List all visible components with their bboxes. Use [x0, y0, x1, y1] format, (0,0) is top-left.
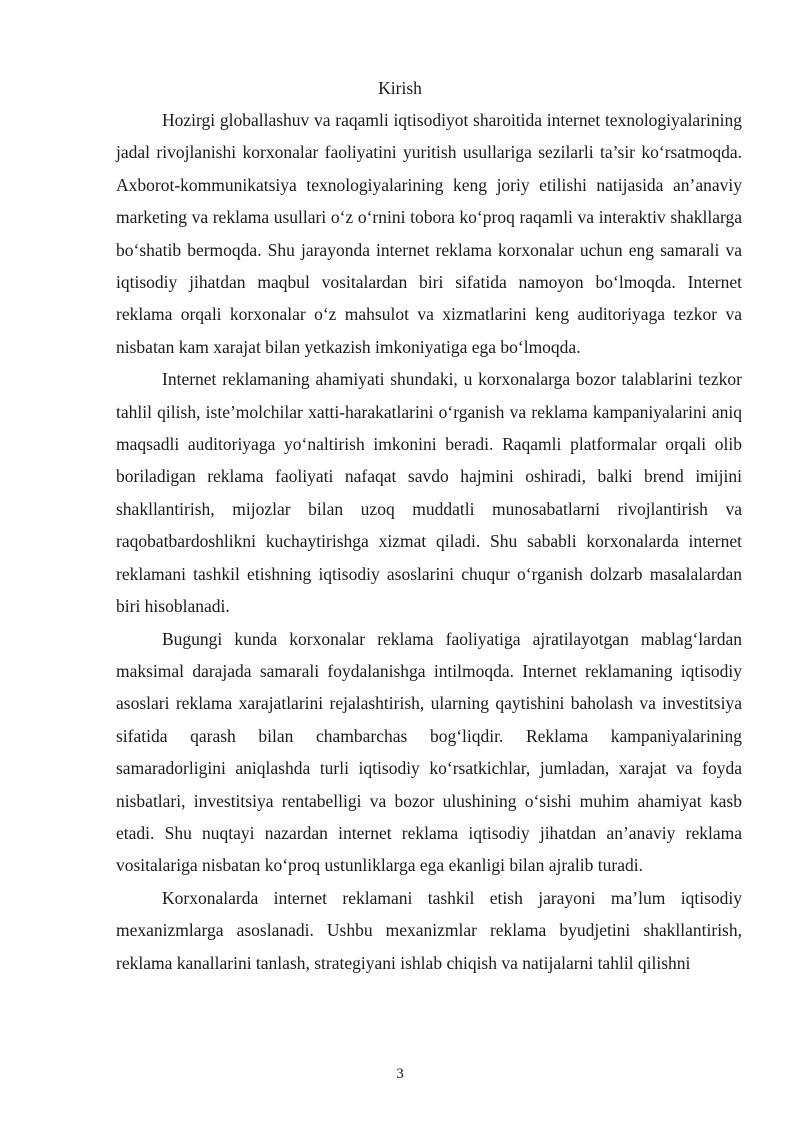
- paragraph-4: Korxonalarda internet reklamani tashkil etish jarayoni ma’lum iqtisodiy mexanizmlarga asoslanadi. Ushbu mexanizmlar reklama byudjetini shakllantirish, reklama kanallarini tanlash, strategiyani ishlab chiqish va natijalarni tahlil qilishni: [116, 887, 742, 973]
- paragraph-3: Bugungi kunda korxonalar reklama faoliyatiga ajratilayotgan mablag‘lardan maksimal darajada samarali foydalanishga intilmoqda. Internet reklamaning iqtisodiy asoslari reklama xarajatlarini rejalashtirish, ularning qaytishini baholash va investitsiya sifatida qarash bilan chambarchas bog‘liqdir. Reklama kampaniyalarining samaradorligini aniqlashda turli iqtisodiy ko‘rsatkichlar, jumladan, xarajat va foyda nisbatlari, investitsiya rentabelligi va bozor ulushining o‘sishi muhim ahamiyat kasb etadi. Shu nuqtayi nazardan internet reklama iqtisodiy jihatdan an’anaviy reklama vositalariga nisbatan ko‘proq ustunliklarga ega ekanligi bilan ajralib turadi.: [116, 628, 742, 876]
- page-title: Kirish: [378, 78, 422, 98]
- document-body: [116, 104, 742, 979]
- paragraph-2: Internet reklamaning ahamiyati shundaki, u korxonalarga bozor talablarini tezkor tahlil qilish, iste’molchilar xatti-harakatlarini o‘rganish va reklama kampaniyalarini aniq maqsadli auditoriyaga yo‘naltirish imkonini beradi. Raqamli platformalar orqali olib boriladigan reklama faoliyati nafaqat savdo hajmini oshiradi, balki brend imijini shakllantirish, mijozlar bilan uzoq muddatli munosabatlarni rivojlantirish va raqobatbardoshlikni kuchaytirishga xizmat qiladi. Shu sababli korxonalarda internet reklamani tashkil etishning iqtisodiy asoslarini chuqur o‘rganish dolzarb masalalardan biri hisoblanadi.: [116, 369, 742, 617]
- page-number: 3: [396, 1066, 404, 1082]
- paragraph-1: Hozirgi globallashuv va raqamli iqtisodiyot sharoitida internet texnologiyalarining jadal rivojlanishi korxonalar faoliyatini yuritish usullariga sezilarli ta’sir ko‘rsatmoqda. Axborot-kommunikatsiya texnologiyalarining keng joriy etilishi natijasida an’anaviy marketing va reklama usullari o‘z o‘rnini tobora ko‘proq raqamli va interaktiv shakllarga bo‘shatib bermoqda. Shu jarayonda internet reklama korxonalar uchun eng samarali va iqtisodiy jihatdan maqbul vositalardan biri sifatida namoyon bo‘lmoqda. Internet reklama orqali korxonalar o‘z mahsulot va xizmatlarini keng auditoriyaga tezkor va nisbatan kam xarajat bilan yetkazish imkoniyatiga ega bo‘lmoqda.: [116, 110, 742, 357]
